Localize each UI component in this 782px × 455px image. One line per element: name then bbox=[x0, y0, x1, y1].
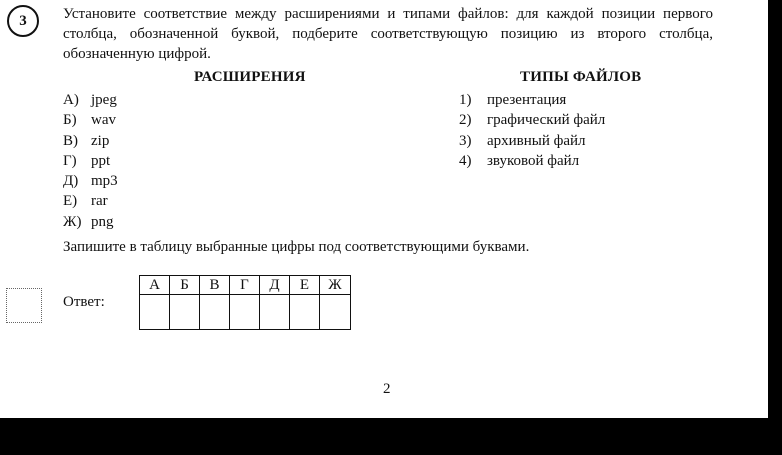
extensions-list bbox=[63, 90, 118, 232]
list-item bbox=[459, 110, 605, 130]
item-value: zip bbox=[91, 132, 110, 149]
list-item bbox=[63, 110, 118, 130]
list-item bbox=[459, 131, 605, 151]
answer-header-cell: Г bbox=[230, 276, 260, 295]
list-item bbox=[63, 131, 118, 151]
item-letter: Б) bbox=[63, 112, 77, 129]
item-number: 3) bbox=[459, 132, 472, 149]
answer-cell-e[interactable] bbox=[290, 295, 320, 330]
item-letter: Д) bbox=[63, 173, 79, 190]
item-value: png bbox=[91, 213, 114, 230]
list-item bbox=[459, 90, 605, 110]
question-number-badge bbox=[7, 5, 39, 37]
answer-header-row bbox=[140, 276, 351, 295]
left-column-title: РАСШИРЕНИЯ bbox=[194, 69, 306, 85]
question-text: Установите соответствие между расширениями и типами файлов: для каждой позиции первого столбца, обозначенной буквой, подберите соответствующую позицию из второго столбца, обозначенную цифрой. bbox=[63, 6, 713, 62]
answer-header-cell: В bbox=[200, 276, 230, 295]
item-letter: А) bbox=[63, 92, 79, 108]
item-value: rar bbox=[91, 193, 108, 210]
answer-cell-a[interactable] bbox=[140, 295, 170, 330]
item-value: ppt bbox=[91, 152, 111, 169]
instruction-text: Запишите в таблицу выбранные цифры под соответствующими буквами. bbox=[63, 239, 530, 255]
item-number: 1) bbox=[459, 92, 472, 108]
answer-header-cell: Д bbox=[260, 276, 290, 295]
answer-cell-d[interactable] bbox=[260, 295, 290, 330]
item-value: mp3 bbox=[91, 173, 118, 190]
item-letter: Г) bbox=[63, 152, 77, 169]
item-number: 4) bbox=[459, 152, 472, 169]
right-column-title: ТИПЫ ФАЙЛОВ bbox=[520, 69, 642, 85]
item-number: 2) bbox=[459, 112, 472, 129]
answer-label: Ответ: bbox=[63, 294, 105, 310]
answer-input-row bbox=[140, 295, 351, 330]
item-value: графический файл bbox=[487, 112, 606, 129]
answer-cell-zh[interactable] bbox=[320, 295, 351, 330]
item-value: jpeg bbox=[91, 92, 117, 108]
answer-cell-g[interactable] bbox=[230, 295, 260, 330]
list-item bbox=[63, 212, 118, 232]
score-box bbox=[6, 288, 42, 323]
answer-header-cell: Б bbox=[170, 276, 200, 295]
bottom-border bbox=[0, 418, 782, 455]
right-border bbox=[768, 0, 782, 455]
answer-header-cell: Ж bbox=[320, 276, 351, 295]
item-letter: Ж) bbox=[63, 213, 82, 230]
list-item bbox=[459, 151, 605, 171]
question-number: 3 bbox=[19, 12, 27, 29]
file-types-list bbox=[459, 90, 605, 171]
item-value: звуковой файл bbox=[487, 152, 580, 169]
item-value: презентация bbox=[487, 92, 567, 108]
page-number: 2 bbox=[383, 381, 391, 397]
item-letter: В) bbox=[63, 132, 78, 149]
item-letter: Е) bbox=[63, 193, 78, 210]
list-item bbox=[63, 171, 118, 191]
answer-cell-v[interactable] bbox=[200, 295, 230, 330]
item-value: архивный файл bbox=[487, 132, 586, 149]
list-item bbox=[63, 151, 118, 171]
answer-header-cell: А bbox=[140, 276, 170, 295]
list-item bbox=[63, 90, 118, 110]
answer-table bbox=[139, 275, 351, 330]
answer-header-cell: Е bbox=[290, 276, 320, 295]
answer-cell-b[interactable] bbox=[170, 295, 200, 330]
item-value: wav bbox=[91, 112, 116, 129]
list-item bbox=[63, 191, 118, 211]
